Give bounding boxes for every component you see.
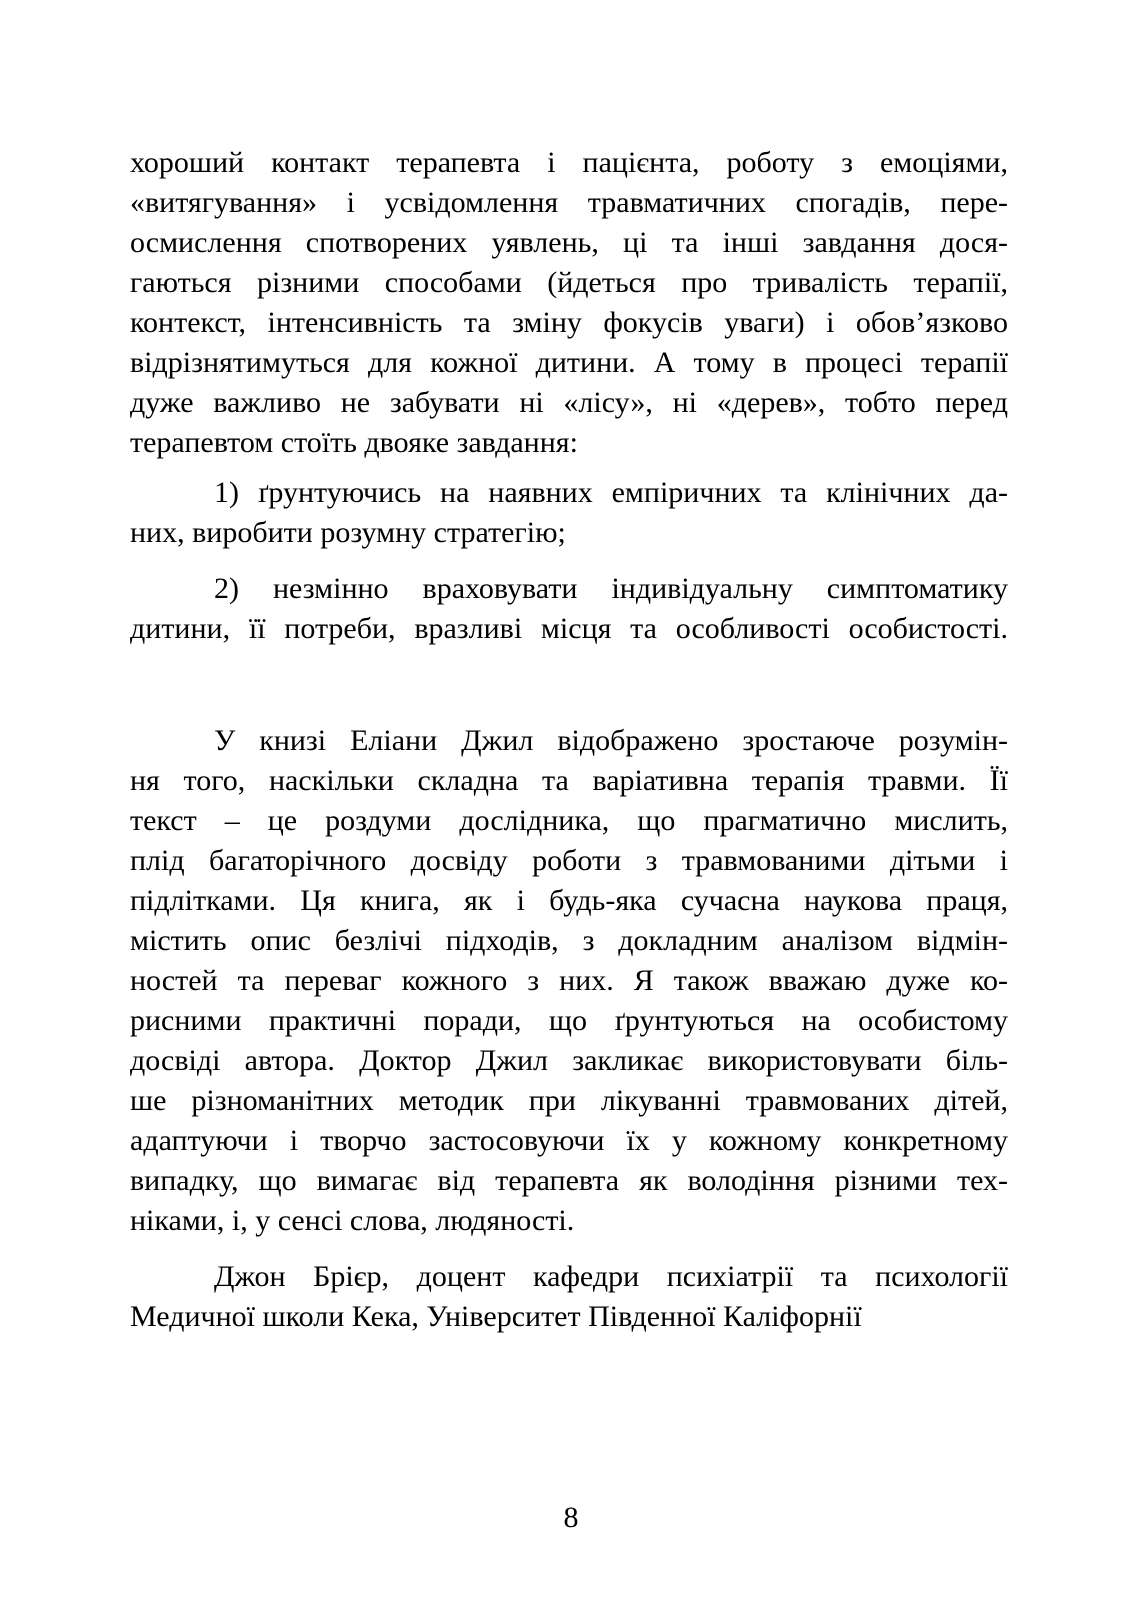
numbered-item-1 <box>130 473 1008 553</box>
text-line: У книзі Еліани Джил відображено зростаюче розумін- <box>214 724 1008 757</box>
text-line: 1) ґрунтуючись на наявних емпіричних та клінічних да- <box>214 476 1008 509</box>
text-line: гаються різними способами (йдеться про тривалість терапії, <box>130 266 1008 299</box>
text-line: осмислення спотворених уявлень, ці та інші завдання дося- <box>130 226 1008 259</box>
text-line: підлітками. Ця книга, як і будь-яка сучасна наукова праця, <box>130 884 1008 917</box>
text-line: рисними практичні поради, що ґрунтуються на особистому <box>130 1004 1008 1037</box>
text-line: Медичної школи Кека, Університет Південної Каліфорнії <box>130 1300 862 1333</box>
paragraph-continuation <box>130 143 1008 463</box>
text-line: адаптуючи і творчо застосовуючи їх у кожному конкретному <box>130 1124 1008 1157</box>
text-line: терапевтом стоїть двояке завдання: <box>130 426 578 459</box>
text-line: «витягування» і усвідомлення травматичних спогадів, пере- <box>130 186 1008 219</box>
text-line: містить опис безлічі підходів, з докладним аналізом відмін- <box>130 924 1008 957</box>
numbered-item-2 <box>130 569 1008 649</box>
text-line: відрізнятимуться для кожної дитини. А тому в процесі терапії <box>130 346 1008 379</box>
text-line: ня того, наскільки складна та варіативна терапія травми. Її <box>130 764 1008 797</box>
text-line: 2) незмінно враховувати індивідуальну симптоматику <box>214 572 1008 605</box>
paragraph-review <box>130 721 1008 1241</box>
text-line: ностей та переваг кожного з них. Я також вважаю дуже ко- <box>130 964 1008 997</box>
page-number: 8 <box>563 1501 579 1534</box>
text-line: плід багаторічного досвіду роботи з травмованими дітьми і <box>130 844 1008 877</box>
text-line: них, виробити розумну стратегію; <box>130 516 566 549</box>
text-block <box>130 143 1008 1337</box>
text-line: дитини, її потреби, вразливі місця та особливості особистості. <box>130 612 1008 645</box>
text-line: ніками, і, у сенсі слова, людяності. <box>130 1204 575 1237</box>
text-line: випадку, що вимагає від терапевта як володіння різними тех- <box>130 1164 1008 1197</box>
text-line: контекст, інтенсивність та зміну фокусів уваги) і обов’язково <box>130 306 1008 339</box>
text-line: дуже важливо не забувати ні «лісу», ні «дерев», тобто перед <box>130 386 1008 419</box>
text-line: текст – це роздуми дослідника, що прагматично мислить, <box>130 804 1008 837</box>
text-line: Джон Брієр, доцент кафедри психіатрії та психології <box>214 1260 1008 1293</box>
text-line: досвіді автора. Доктор Джил закликає використовувати біль- <box>130 1044 1008 1077</box>
text-line: хороший контакт терапевта і пацієнта, роботу з емоціями, <box>130 146 1008 179</box>
attribution-paragraph <box>130 1257 1008 1337</box>
text-line: ше різноманітних методик при лікуванні травмованих дітей, <box>130 1084 1008 1117</box>
